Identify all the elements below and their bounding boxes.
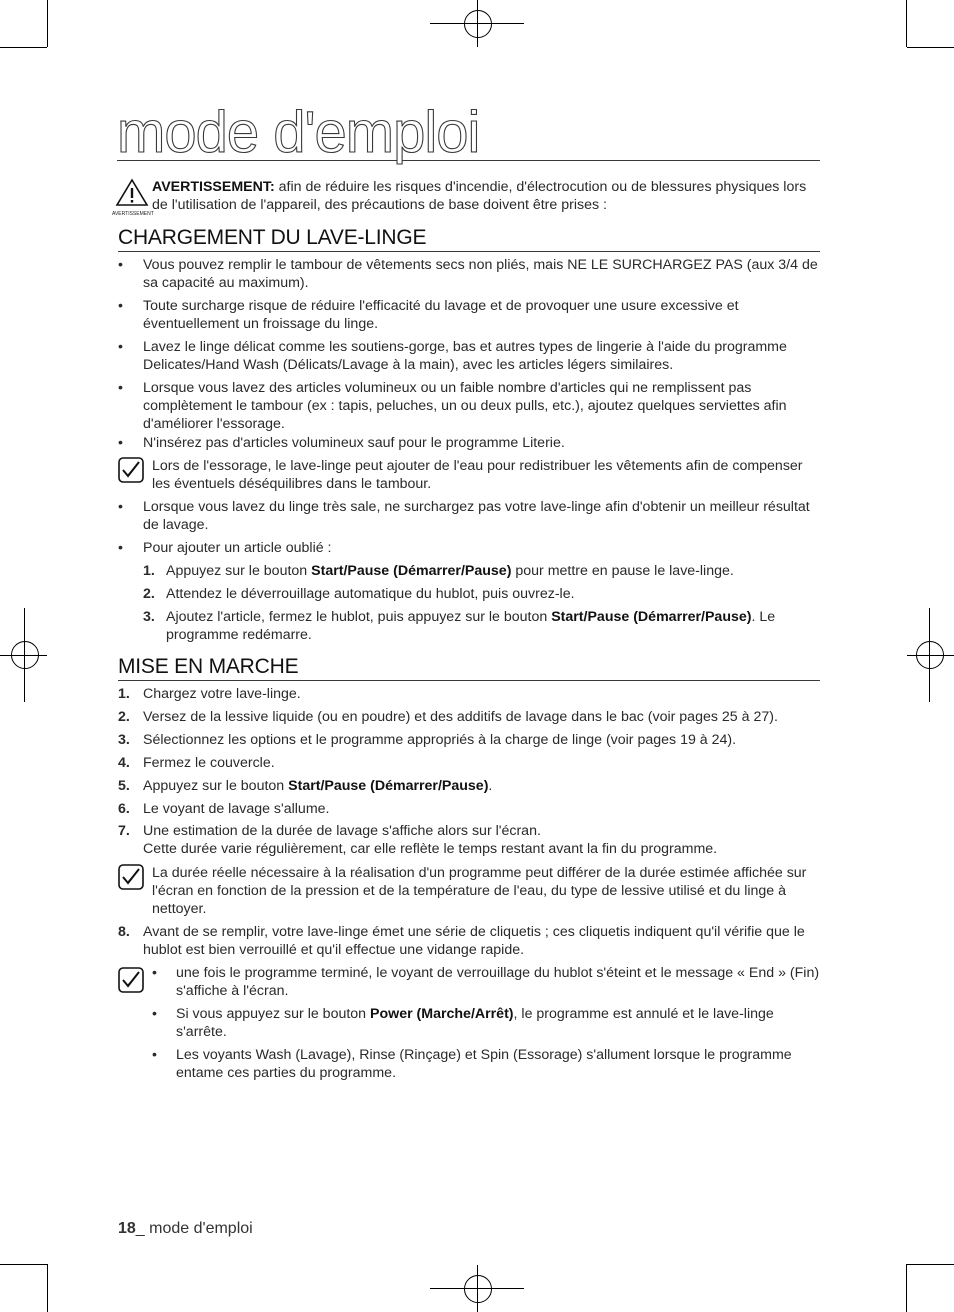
list-item-text: Toute surcharge risque de réduire l'efficacité du lavage et de provoquer une usure excessive et éventuellement un froissage du linge. — [143, 298, 739, 332]
step-number: 3. — [143, 609, 155, 625]
note-pencil-icon — [118, 457, 144, 483]
step-number: 2. — [143, 586, 155, 602]
section-title-chargement: CHARGEMENT DU LAVE-LINGE — [118, 226, 820, 252]
warning-icon-caption: AVERTISSEMENT — [112, 211, 154, 217]
bullet: • — [118, 339, 123, 355]
step-text — [143, 822, 820, 858]
crop-mark — [47, 0, 48, 47]
step-text-bold: Start/Pause (Démarrer/Pause) — [311, 563, 512, 579]
section-title-mise-en-marche: MISE EN MARCHE — [118, 655, 820, 681]
list-item-text: N'insérez pas d'articles volumineux sauf pour le programme Literie. — [143, 435, 565, 451]
step-text-part: Ajoutez l'article, fermez le hublot, puis appuyez sur le bouton — [166, 609, 552, 625]
warning-label: AVERTISSEMENT: — [152, 179, 275, 195]
step-text: Chargez votre lave-linge. — [143, 686, 301, 702]
page-footer — [118, 1219, 253, 1239]
step-number: 8. — [118, 924, 130, 940]
step-text-part: Cette durée varie régulièrement, car elle reflète le temps restant avant la fin du programme. — [143, 841, 718, 857]
note-text-part: Les voyants Wash (Lavage), Rinse (Rinçage) et Spin (Essorage) s'allument lorsque le programme entame ces parties du programme. — [176, 1047, 792, 1081]
step-number: 7. — [118, 823, 130, 839]
step-text: Versez de la lessive liquide (ou en poudre) et des additifs de lavage dans le bac (voir pages 25 à 27). — [143, 709, 778, 725]
note-text: Lors de l'essorage, le lave-linge peut ajouter de l'eau pour redistribuer les vêtements afin de compenser les éventuels déséquilibres dans le tambour. — [152, 458, 803, 492]
step-number: 3. — [118, 732, 130, 748]
step-text — [143, 777, 820, 795]
step-text — [166, 608, 820, 644]
step-text-part: Appuyez sur le bouton — [166, 563, 312, 579]
step-text-part: Attendez le déverrouillage automatique du hublot, puis ouvrez-le. — [166, 586, 575, 602]
bullet: • — [118, 298, 123, 314]
list-item-text: Lavez le linge délicat comme les soutiens-gorge, bas et autres types de lingerie à l'aide du programme Delicates/Hand Wash (Délicats/Lavage à la main), avec les articles légers similaires. — [143, 339, 787, 373]
list-item-text: Lorsque vous lavez du linge très sale, ne surchargez pas votre lave-linge afin d'obtenir un meilleur résultat de lavage. — [143, 499, 810, 533]
step-number: 6. — [118, 801, 130, 817]
note-text: La durée réelle nécessaire à la réalisation d'un programme peut différer de la durée estimée affichée sur l'écran en fonction de la pression et de la température de l'eau, du type de lessive utilisé et du linge à nettoyer. — [152, 865, 807, 917]
bullet: • — [118, 540, 123, 556]
bullet: • — [118, 499, 123, 515]
bullet: • — [118, 435, 123, 451]
step-text: Le voyant de lavage s'allume. — [143, 801, 330, 817]
page-title: mode d'emploi — [117, 100, 820, 161]
crop-mark — [907, 47, 954, 48]
registration-mark — [464, 1275, 492, 1303]
warning-icon — [112, 178, 152, 217]
list-item-text: Vous pouvez remplir le tambour de vêtements secs non pliés, mais NE LE SURCHARGEZ PAS (aux 3/4 de sa capacité au maximum). — [143, 257, 818, 291]
note-pencil-icon — [118, 967, 144, 993]
list-item-text: Lorsque vous lavez des articles volumineux ou un faible nombre d'articles qui ne remplissent pas complètement le tambour (ex : tapis, peluches, un ou deux pulls, etc.), ajoutez quelques serviettes afin d'améliorer l'essorage. — [143, 380, 787, 432]
step-text-bold: Start/Pause (Démarrer/Pause) — [551, 609, 752, 625]
step-number: 1. — [143, 563, 155, 579]
note-text-bold: Power (Marche/Arrêt) — [370, 1006, 514, 1022]
note-bullet-text — [176, 1005, 822, 1041]
bullet: • — [118, 257, 123, 273]
note-text-part: Si vous appuyez sur le bouton — [176, 1006, 371, 1022]
step-text — [166, 585, 820, 603]
crop-mark — [906, 1264, 907, 1312]
registration-mark — [11, 641, 39, 669]
step-text-part: . Le programme redémarre. — [166, 609, 776, 643]
registration-mark — [464, 10, 492, 38]
step-text-part: . — [488, 778, 493, 794]
list-item-text: Pour ajouter un article oublié : — [143, 540, 332, 556]
bullet: • — [152, 1047, 157, 1063]
bullet: • — [118, 380, 123, 396]
note-text-part: , le programme est annulé et le lave-linge s'arrête. — [176, 1006, 774, 1040]
footer-text: _ mode d'emploi — [135, 1220, 253, 1237]
bullet: • — [152, 1006, 157, 1022]
step-text: Avant de se remplir, votre lave-linge émet une série de cliquetis ; ces cliquetis indiquent qu'il vérifie que le hublot est bien verrouillé et qu'il effectue une vidange rapide. — [143, 924, 805, 958]
note-bullet-text — [176, 964, 822, 1000]
registration-mark — [916, 641, 944, 669]
crop-mark — [0, 1264, 47, 1265]
step-number: 5. — [118, 778, 130, 794]
step-number: 2. — [118, 709, 130, 725]
crop-mark — [907, 1264, 954, 1265]
note-pencil-icon — [118, 864, 144, 890]
bullet: • — [152, 965, 157, 981]
step-text-part: pour mettre en pause le lave-linge. — [511, 563, 734, 579]
crop-mark — [906, 0, 907, 47]
warning-body: afin de réduire les risques d'incendie, d'électrocution ou de blessures physiques lors de l'utilisation de l'appareil, des précautions de base doivent être prises : — [152, 179, 807, 213]
step-number: 4. — [118, 755, 130, 771]
crop-mark — [0, 47, 47, 48]
step-number: 1. — [118, 686, 130, 702]
warning-text — [152, 178, 822, 214]
step-text-part: Une estimation de la durée de lavage s'affiche alors sur l'écran. — [143, 823, 541, 839]
crop-mark — [47, 1264, 48, 1312]
step-text-bold: Start/Pause (Démarrer/Pause) — [288, 778, 489, 794]
note-text-part: une fois le programme terminé, le voyant de verrouillage du hublot s'éteint et le message « End » (Fin) s'affiche à l'écran. — [176, 965, 820, 999]
step-text — [166, 562, 820, 580]
note-bullet-text — [176, 1046, 822, 1082]
step-text-part: Appuyez sur le bouton — [143, 778, 289, 794]
step-text: Sélectionnez les options et le programme appropriés à la charge de linge (voir pages 19 à 24). — [143, 732, 737, 748]
page-number: 18 — [118, 1220, 136, 1237]
step-text: Fermez le couvercle. — [143, 755, 275, 771]
